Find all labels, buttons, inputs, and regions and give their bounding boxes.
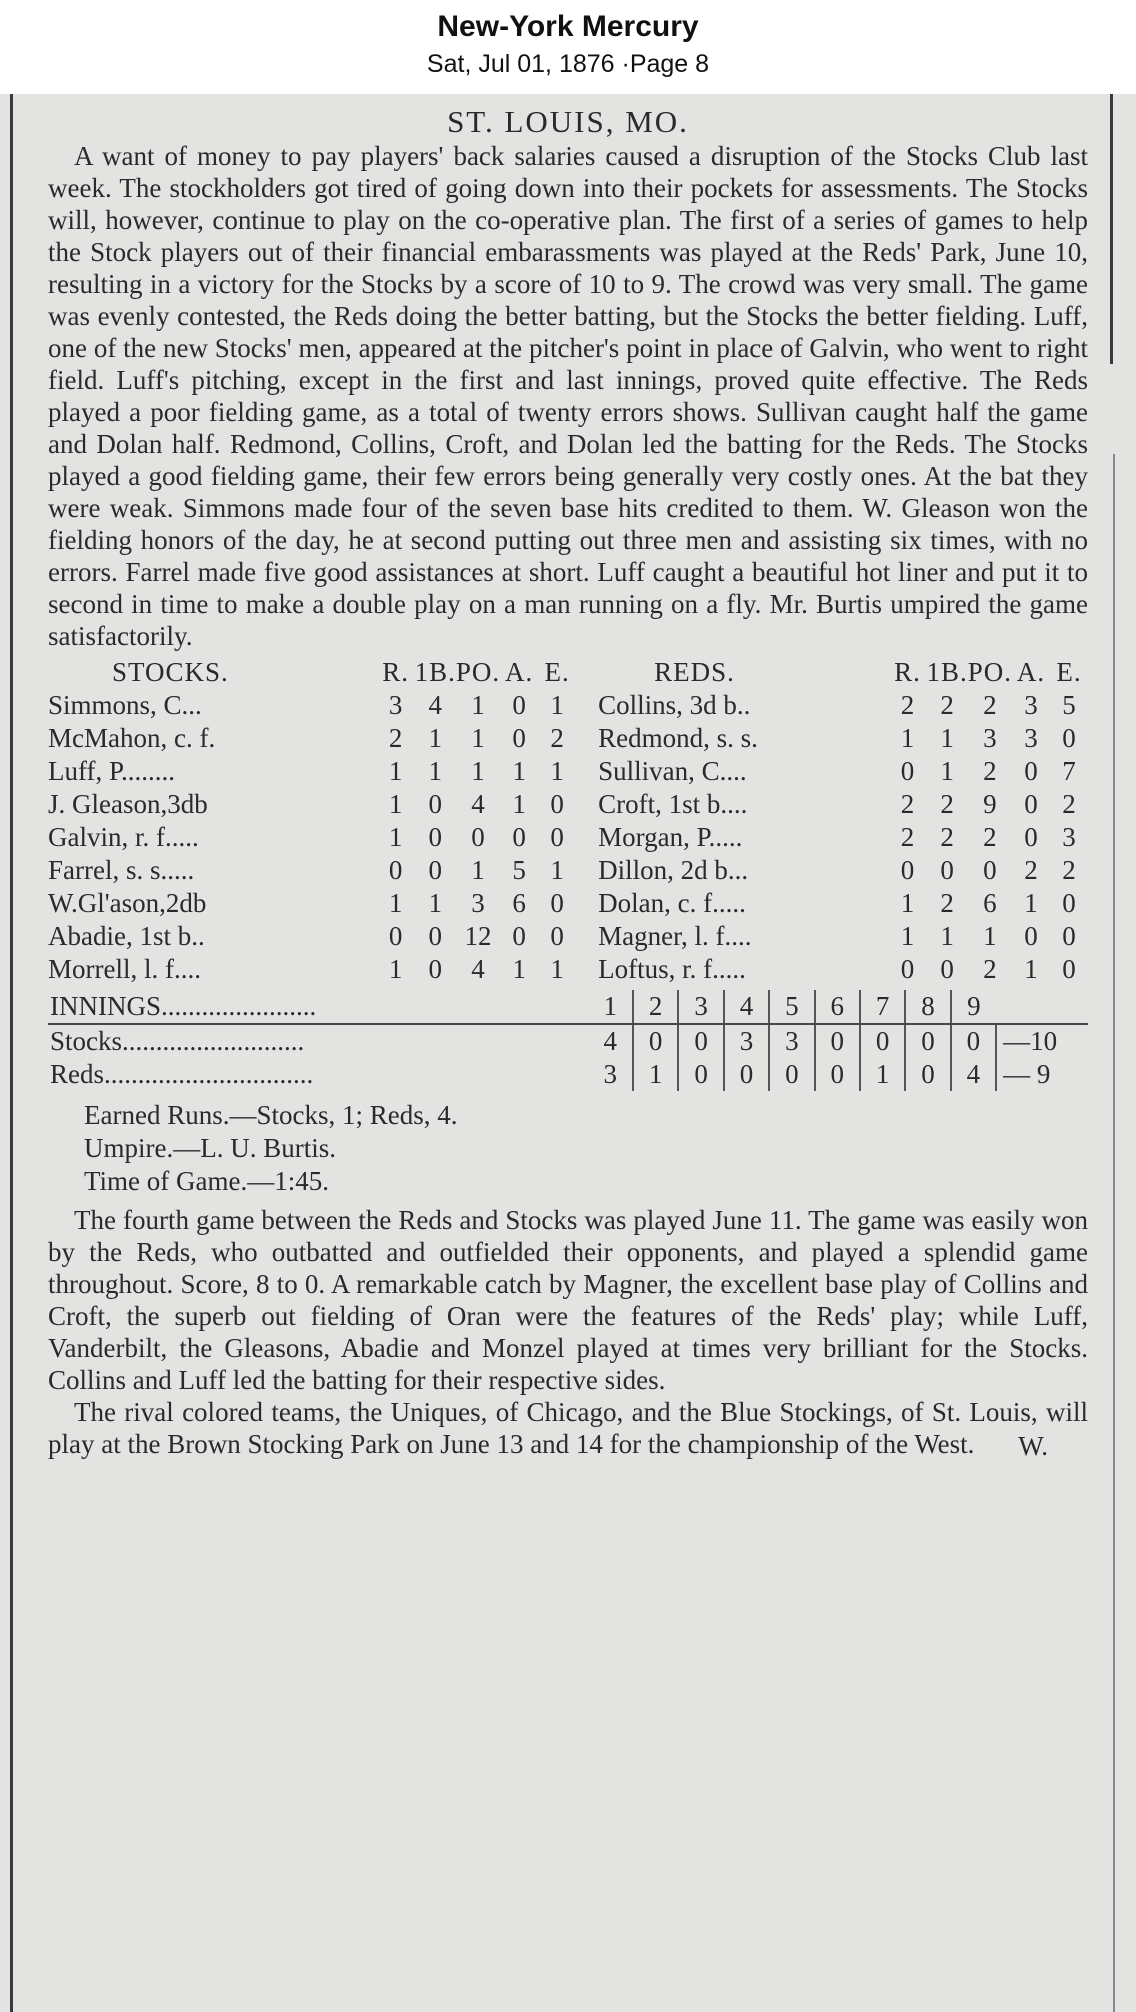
- reds-stat-a: 3: [1024, 723, 1038, 753]
- box-score-header-row: [48, 656, 1088, 689]
- reds-stat-1b: 0: [940, 954, 954, 984]
- reds-stat-e: 5: [1062, 690, 1076, 720]
- article-paragraph-2: The fourth game between the Reds and Stocks was played June 11. The game was easily won by the Reds, who outbatted and outfielded their opponents, and played a splendid game throughout. Score, 8 to 0. A remarkable catch by Magner, the excellent base play of Collins and Croft, the superb out fielding of Oran were the features of the Reds' play; while Luff, Vanderbilt, the Gleasons, Abadie and Monzel played at times very brilliant for the Stocks. Collins and Luff led the batting for their respective sides.: [48, 1205, 1088, 1395]
- umpire-note: Umpire.—L. U. Burtis.: [84, 1133, 336, 1163]
- stocks-stat-r: 1: [388, 822, 403, 852]
- reds-stat-1b: 1: [940, 921, 954, 951]
- reds-stat-po: 3: [983, 723, 997, 753]
- box-score-row: [48, 953, 1088, 986]
- column-gap: [576, 953, 598, 986]
- inning-score: 0: [905, 1024, 950, 1058]
- innings-table: [48, 990, 1088, 1091]
- column-gap: [576, 788, 598, 821]
- stocks-stat-r: 3: [388, 690, 403, 720]
- reds-stat-e: 0: [1062, 921, 1076, 951]
- stocks-stat-e: 0: [550, 888, 564, 918]
- inning-score: 3: [603, 1059, 618, 1089]
- reds-stat-r: 0: [900, 756, 915, 786]
- reds-stat-po: 9: [983, 789, 997, 819]
- box-score-row: [48, 788, 1088, 821]
- reds-player-name: Dillon, 2d b...: [598, 855, 749, 885]
- reds-stat-e: 0: [1062, 954, 1076, 984]
- inning-number: 8: [905, 990, 950, 1024]
- reds-stat-r: 1: [900, 888, 915, 918]
- reds-player-name: Sullivan, C....: [598, 756, 747, 786]
- reds-stat-po: 2: [983, 690, 997, 720]
- stocks-player-name: Galvin, r. f.....: [48, 822, 199, 852]
- stocks-stat-e: 0: [550, 822, 564, 852]
- reds-stat-e: 0: [1062, 888, 1076, 918]
- stocks-stat-a: 1: [512, 954, 526, 984]
- reds-stat-a: 0: [1024, 921, 1038, 951]
- col-header-r: R.: [382, 657, 409, 687]
- reds-stat-r: 0: [900, 954, 915, 984]
- box-score-row: [48, 920, 1088, 953]
- reds-stat-po: 1: [983, 921, 997, 951]
- box-score-row: [48, 755, 1088, 788]
- stocks-stat-1b: 1: [428, 756, 442, 786]
- column-gap: [576, 722, 598, 755]
- stocks-stat-po: 4: [471, 954, 485, 984]
- stocks-stat-r: 2: [388, 723, 403, 753]
- stocks-stat-1b: 1: [428, 888, 442, 918]
- innings-label: INNINGS.......................: [48, 990, 589, 1024]
- column-gap: [576, 920, 598, 953]
- col-header-po: PO.: [967, 657, 1012, 687]
- article: [48, 106, 1088, 1462]
- stocks-stat-po: 4: [471, 789, 485, 819]
- col-header-a: A.: [1016, 657, 1046, 687]
- reds-stat-a: 3: [1024, 690, 1038, 720]
- reds-stat-r: 2: [900, 789, 915, 819]
- stocks-player-name: J. Gleason,3db: [48, 789, 208, 819]
- stocks-player-name: Luff, P........: [48, 756, 176, 786]
- col-header-e: E.: [544, 657, 570, 687]
- inning-score: 0: [860, 1024, 905, 1058]
- stocks-stat-e: 0: [550, 789, 564, 819]
- reds-stat-r: 2: [900, 690, 915, 720]
- inning-number: 5: [769, 990, 814, 1024]
- reds-stat-1b: 1: [940, 756, 954, 786]
- reds-stat-po: 2: [983, 822, 997, 852]
- stocks-stat-po: 0: [471, 822, 485, 852]
- reds-stat-r: 1: [900, 723, 915, 753]
- stocks-stat-po: 1: [471, 756, 485, 786]
- stocks-team-header: STOCKS.: [112, 657, 229, 687]
- stocks-stat-a: 5: [512, 855, 526, 885]
- reds-stat-a: 0: [1024, 789, 1038, 819]
- col-header-r: R.: [894, 657, 921, 687]
- box-score-row: [48, 854, 1088, 887]
- earned-runs-note: Earned Runs.—Stocks, 1; Reds, 4.: [84, 1100, 458, 1130]
- reds-player-name: Loftus, r. f.....: [598, 954, 746, 984]
- stocks-stat-po: 3: [471, 888, 485, 918]
- stocks-stat-e: 2: [550, 723, 564, 753]
- inning-number: 3: [678, 990, 723, 1024]
- reds-stat-e: 2: [1062, 855, 1076, 885]
- stocks-stat-r: 0: [388, 921, 403, 951]
- stocks-stat-1b: 1: [428, 723, 442, 753]
- stocks-stat-r: 1: [388, 888, 403, 918]
- inning-score: 1: [633, 1058, 678, 1091]
- inning-score: 0: [951, 1024, 996, 1058]
- stocks-stat-r: 1: [388, 954, 403, 984]
- inning-score: 0: [815, 1024, 860, 1058]
- reds-stat-1b: 2: [940, 789, 954, 819]
- reds-stat-e: 3: [1062, 822, 1076, 852]
- publication-title: New-York Mercury: [437, 10, 699, 43]
- box-score-row: [48, 722, 1088, 755]
- inning-number: 2: [633, 990, 678, 1024]
- reds-stat-po: 2: [983, 756, 997, 786]
- column-gap: [576, 821, 598, 854]
- reds-stat-a: 1: [1024, 888, 1038, 918]
- stocks-stat-a: 0: [512, 690, 526, 720]
- reds-player-name: Redmond, s. s.: [598, 723, 758, 753]
- inning-score: 0: [905, 1058, 950, 1091]
- reds-stat-1b: 2: [940, 888, 954, 918]
- inning-score: 3: [769, 1024, 814, 1058]
- stocks-stat-e: 1: [550, 954, 564, 984]
- reds-stat-a: 1: [1024, 954, 1038, 984]
- stocks-stat-po: 1: [471, 855, 485, 885]
- stocks-stat-a: 0: [512, 723, 526, 753]
- stocks-stat-po: 12: [464, 921, 492, 951]
- inning-number: 7: [860, 990, 905, 1024]
- reds-stat-po: 0: [983, 855, 997, 885]
- inning-score: 1: [860, 1058, 905, 1091]
- reds-stat-1b: 0: [940, 855, 954, 885]
- inning-score: 4: [603, 1026, 618, 1056]
- stocks-stat-r: 0: [388, 855, 403, 885]
- stocks-stat-e: 1: [550, 756, 564, 786]
- reds-stat-e: 7: [1062, 756, 1076, 786]
- author-signoff: W.: [1018, 1431, 1048, 1461]
- stocks-stat-1b: 0: [428, 954, 442, 984]
- column-rule-right-lower: [1113, 454, 1115, 2012]
- inning-number: 1: [589, 990, 633, 1024]
- reds-player-name: Collins, 3d b..: [598, 690, 751, 720]
- innings-total: —10: [996, 1024, 1088, 1058]
- reds-stat-r: 2: [900, 822, 915, 852]
- reds-stat-po: 6: [983, 888, 997, 918]
- stocks-stat-r: 1: [388, 756, 403, 786]
- inning-number: 9: [951, 990, 996, 1024]
- stocks-stat-a: 1: [512, 789, 526, 819]
- stocks-stat-a: 1: [512, 756, 526, 786]
- stocks-stat-1b: 0: [428, 822, 442, 852]
- reds-stat-1b: 2: [940, 822, 954, 852]
- column-rule-left: [10, 94, 13, 2012]
- reds-stat-e: 0: [1062, 723, 1076, 753]
- reds-stat-r: 0: [900, 855, 915, 885]
- reds-stat-e: 2: [1062, 789, 1076, 819]
- stocks-stat-1b: 0: [428, 789, 442, 819]
- reds-player-name: Morgan, P.....: [598, 822, 743, 852]
- column-rule-right: [1110, 94, 1113, 364]
- article-paragraph-3: The rival colored teams, the Uniques, of Chicago, and the Blue Stockings, of St. Louis, will play at the Brown Stocking Park on June 13 and 14 for the championship of the West.: [48, 1397, 1088, 1459]
- column-gap: [576, 689, 598, 722]
- reds-stat-a: 0: [1024, 822, 1038, 852]
- inning-score: 4: [951, 1058, 996, 1091]
- stocks-player-name: Morrell, l. f....: [48, 954, 201, 984]
- col-header-1b: 1B.: [926, 657, 968, 687]
- reds-player-name: Magner, l. f....: [598, 921, 752, 951]
- stocks-player-name: Simmons, C...: [48, 690, 202, 720]
- stocks-stat-a: 6: [512, 888, 526, 918]
- inning-score: 0: [815, 1058, 860, 1091]
- box-score-row: [48, 887, 1088, 920]
- inning-number: 4: [724, 990, 769, 1024]
- innings-team-name: Reds...............................: [50, 1059, 314, 1089]
- innings-team-name: Stocks...........................: [50, 1026, 305, 1056]
- inning-score: 0: [724, 1058, 769, 1091]
- column-gap: [576, 755, 598, 788]
- publication-date: Sat, Jul 01, 1876 ·Page 8: [426, 50, 710, 78]
- reds-stat-1b: 2: [940, 690, 954, 720]
- reds-stat-r: 1: [900, 921, 915, 951]
- newspaper-clipping: [0, 94, 1136, 2012]
- reds-stat-1b: 1: [940, 723, 954, 753]
- stocks-player-name: McMahon, c. f.: [48, 723, 216, 753]
- inning-score: 0: [633, 1024, 678, 1058]
- innings-team-row: [48, 1024, 1088, 1058]
- box-score-table: [48, 656, 1088, 986]
- col-header-1b: 1B.: [414, 657, 456, 687]
- column-gap: [576, 887, 598, 920]
- reds-team-header: REDS.: [654, 657, 735, 687]
- reds-player-name: Croft, 1st b....: [598, 789, 748, 819]
- game-notes: [84, 1099, 1088, 1198]
- stocks-stat-po: 1: [471, 723, 485, 753]
- inning-score: 3: [724, 1024, 769, 1058]
- stocks-stat-1b: 4: [428, 690, 442, 720]
- inning-score: 0: [678, 1024, 723, 1058]
- stocks-player-name: W.Gl'ason,2db: [48, 888, 207, 918]
- stocks-stat-e: 0: [550, 921, 564, 951]
- stocks-stat-1b: 0: [428, 921, 442, 951]
- reds-stat-a: 2: [1024, 855, 1038, 885]
- article-headline: ST. LOUIS, MO.: [447, 104, 689, 139]
- box-score-row: [48, 821, 1088, 854]
- box-score-row: [48, 689, 1088, 722]
- stocks-stat-e: 1: [550, 855, 564, 885]
- inning-score: 0: [769, 1058, 814, 1091]
- reds-stat-po: 2: [983, 954, 997, 984]
- stocks-stat-e: 1: [550, 690, 564, 720]
- inning-number: 6: [815, 990, 860, 1024]
- inning-score: 0: [678, 1058, 723, 1091]
- stocks-player-name: Abadie, 1st b..: [48, 921, 205, 951]
- clipping-header: [0, 0, 1136, 94]
- stocks-player-name: Farrel, s. s.....: [48, 855, 195, 885]
- stocks-stat-1b: 0: [428, 855, 442, 885]
- stocks-stat-a: 0: [512, 921, 526, 951]
- reds-stat-a: 0: [1024, 756, 1038, 786]
- innings-team-row: [48, 1058, 1088, 1091]
- article-paragraph-1: A want of money to pay players' back salaries caused a disruption of the Stocks Club last week. The stockholders got tired of going down into their pockets for assessments. The Stocks will, however, continue to play on the co-operative plan. The first of a series of games to help the Stock players out of their financial embarassments was played at the Reds' Park, June 10, resulting in a victory for the Stocks by a score of 10 to 9. The crowd was very small. The game was evenly contested, the Reds doing the better batting, but the Stocks the better fielding. Luff, one of the new Stocks' men, appeared at the pitcher's point in place of Galvin, who went to right field. Luff's pitching, except in the first and last innings, proved quite effective. The Reds played a poor fielding game, as a total of twenty errors shows. Sullivan caught half the game and Dolan half. Redmond, Collins, Croft, and Dolan led the batting for the Reds. The Stocks played a good fielding game, their few errors being generally very costly ones. At the bat they were weak. Simmons made four of the seven base hits credited to them. W. Gleason won the fielding honors of the day, he at second putting out three men and assisting six times, with no errors. Farrel made five good assistances at short. Luff caught a beautiful hot liner and put it to second in time to make a double play on a man running on a fly. Mr. Burtis umpired the game satisfactorily.: [48, 141, 1088, 651]
- col-header-po: PO.: [455, 657, 501, 687]
- stocks-stat-po: 1: [471, 690, 485, 720]
- reds-player-name: Dolan, c. f.....: [598, 888, 746, 918]
- time-of-game-note: Time of Game.—1:45.: [84, 1166, 329, 1196]
- col-header-a: A.: [504, 657, 534, 687]
- stocks-stat-a: 0: [512, 822, 526, 852]
- innings-header-row: [48, 990, 1088, 1024]
- stocks-stat-r: 1: [388, 789, 403, 819]
- col-header-e: E.: [1056, 657, 1082, 687]
- innings-total: — 9: [996, 1058, 1088, 1091]
- column-gap: [576, 854, 598, 887]
